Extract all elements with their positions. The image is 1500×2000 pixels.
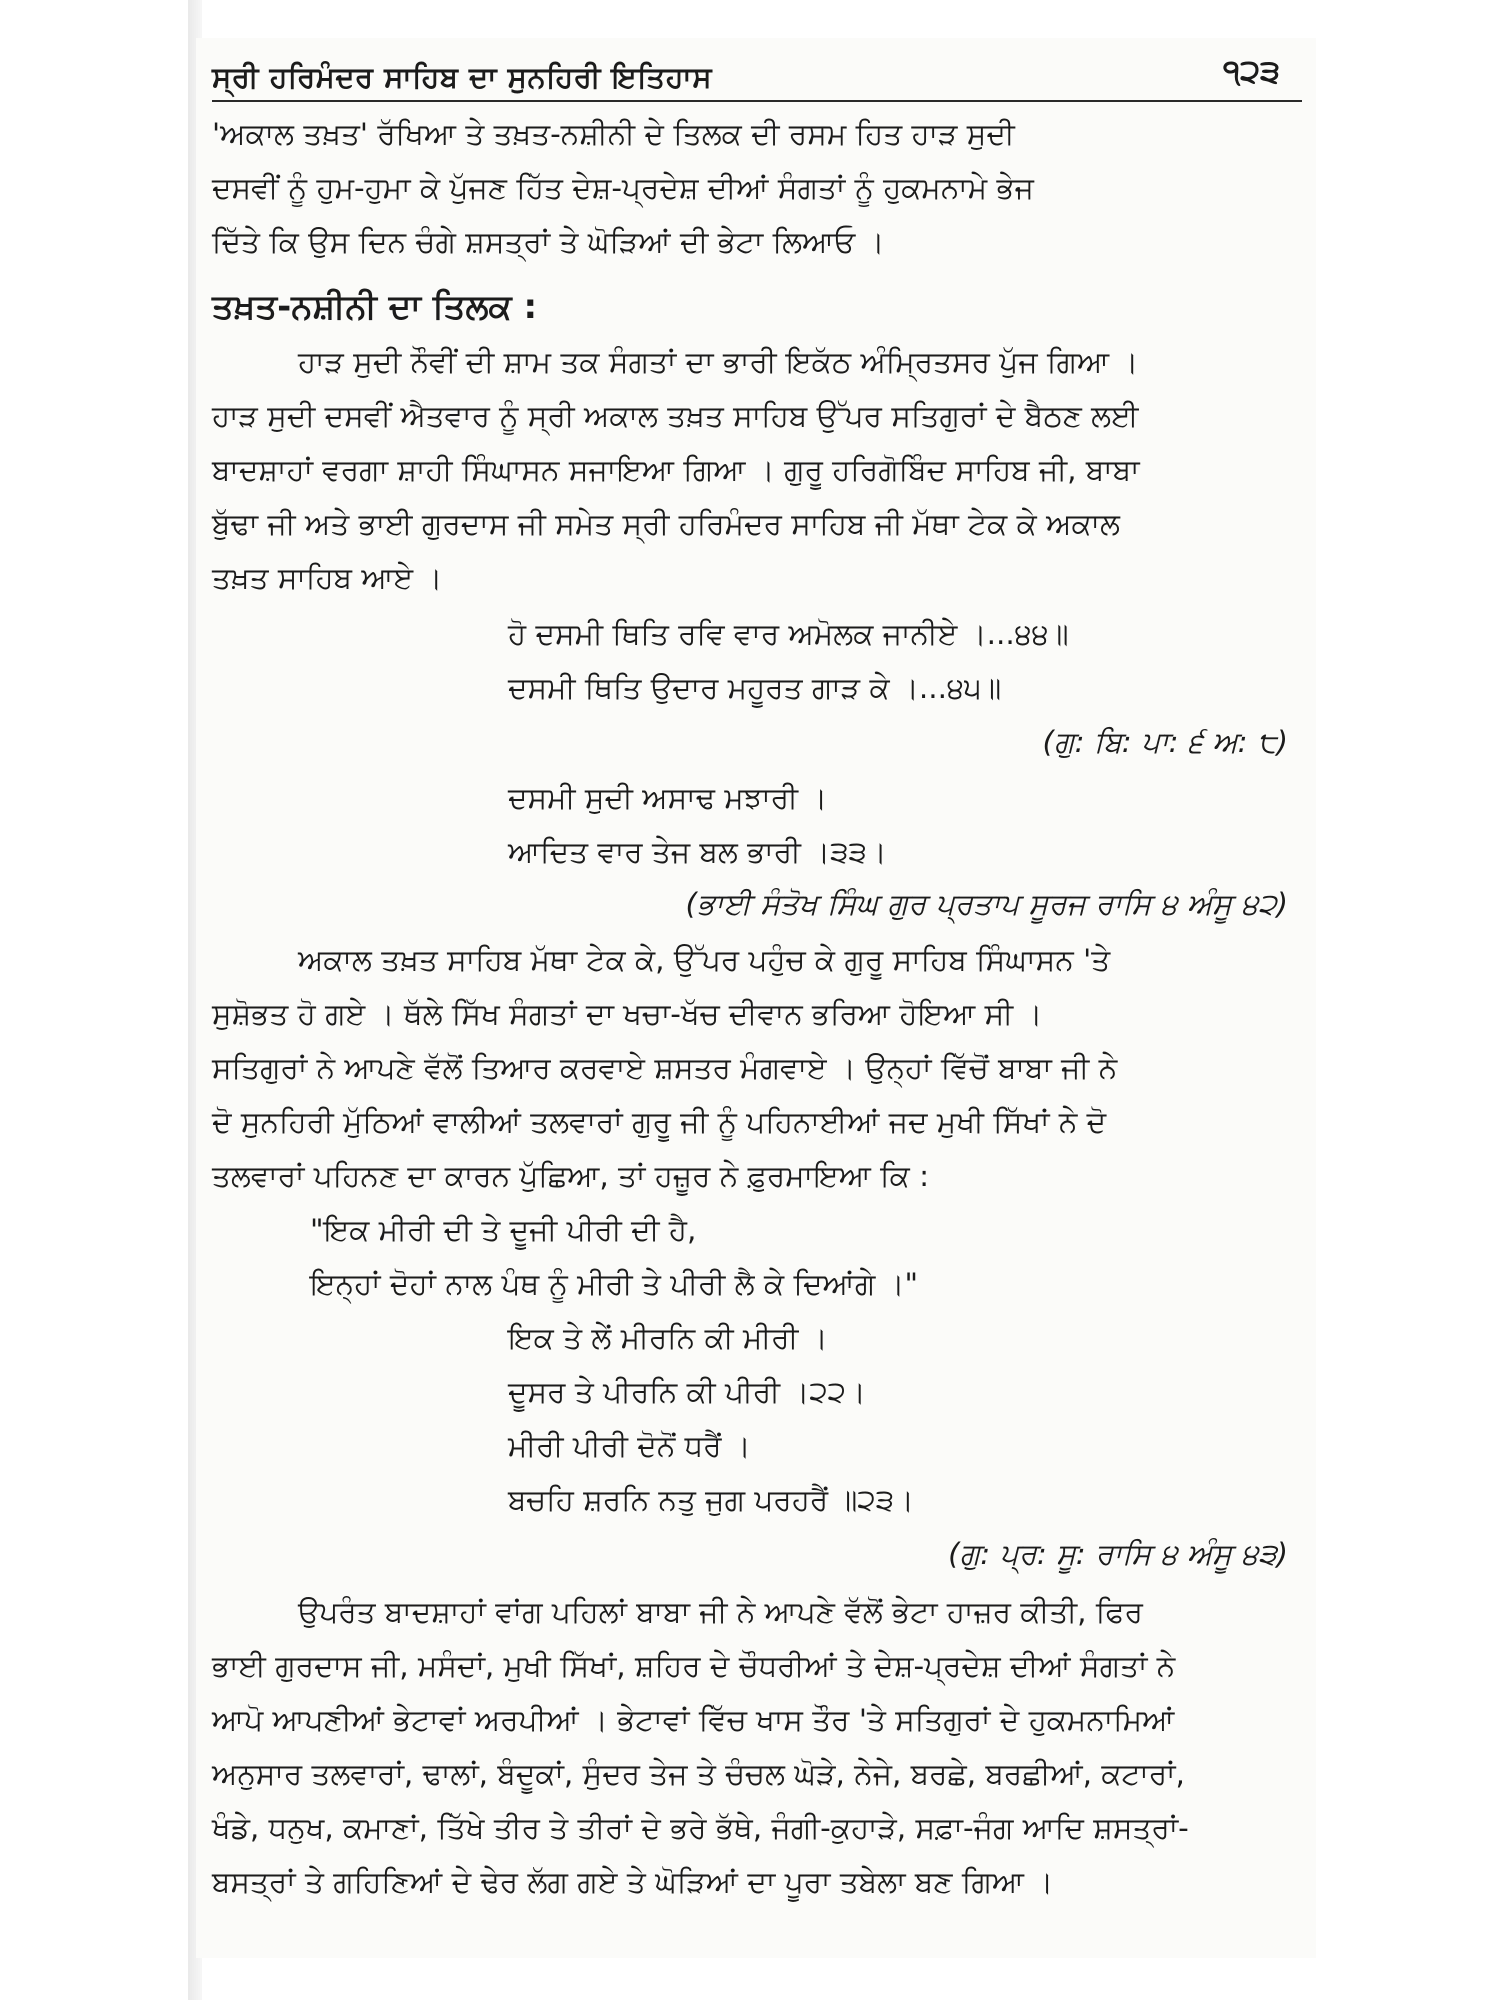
verse-line: ਹੋ ਦਸਮੀ ਥਿਤਿ ਰਵਿ ਵਾਰ ਅਮੋਲਕ ਜਾਨੀਏ ।...੪੪॥	[508, 617, 1069, 651]
verse-line: ਆਦਿਤ ਵਾਰ ਤੇਜ ਬਲ ਭਾਰੀ ।੩੩।	[508, 835, 887, 869]
paragraph-line: ਬੁੱਢਾ ਜੀ ਅਤੇ ਭਾਈ ਗੁਰਦਾਸ ਜੀ ਸਮੇਤ ਸ੍ਰੀ ਹਰਿਮੰਦਰ ਸਾਹਿਬ ਜੀ ਮੱਥਾ ਟੇਕ ਕੇ ਅਕਾਲ	[212, 507, 1120, 541]
paragraph-line: ਆਪੋ ਆਪਣੀਆਂ ਭੇਟਾਵਾਂ ਅਰਪੀਆਂ । ਭੇਟਾਵਾਂ ਵਿੱਚ ਖਾਸ ਤੌਰ 'ਤੇ ਸਤਿਗੁਰਾਂ ਦੇ ਹੁਕਮਨਾਮਿਆਂ	[212, 1703, 1175, 1737]
verse-line: ਦੂਸਰ ਤੇ ਪੀਰਨਿ ਕੀ ਪੀਰੀ ।੨੨।	[508, 1375, 866, 1409]
paragraph-line: ਉਪਰੰਤ ਬਾਦਸ਼ਾਹਾਂ ਵਾਂਗ ਪਹਿਲਾਂ ਬਾਬਾ ਜੀ ਨੇ ਆਪਣੇ ਵੱਲੋਂ ਭੇਟਾ ਹਾਜ਼ਰ ਕੀਤੀ, ਫਿਰ	[298, 1595, 1143, 1629]
paragraph-line: ਸਤਿਗੁਰਾਂ ਨੇ ਆਪਣੇ ਵੱਲੋਂ ਤਿਆਰ ਕਰਵਾਏ ਸ਼ਸਤਰ ਮੰਗਵਾਏ । ਉਨ੍ਹਾਂ ਵਿੱਚੋਂ ਬਾਬਾ ਜੀ ਨੇ	[212, 1051, 1118, 1085]
intro-line: ਦਸਵੀਂ ਨੂੰ ਹੁਮ-ਹੁਮਾ ਕੇ ਪੁੱਜਣ ਹਿੱਤ ਦੇਸ਼-ਪ੍ਰਦੇਸ਼ ਦੀਆਂ ਸੰਗਤਾਂ ਨੂੰ ਹੁਕਮਨਾਮੇ ਭੇਜ	[212, 171, 1034, 205]
citation: (ਭਾਈ ਸੰਤੋਖ ਸਿੰਘ ਗੁਰ ਪ੍ਰਤਾਪ ਸੂਰਜ ਰਾਸਿ ੪ ਅੰਸੂ ੪੨)	[685, 887, 1288, 921]
paragraph-line: ਖੰਡੇ, ਧਨੁਖ, ਕਮਾਣਾਂ, ਤਿੱਖੇ ਤੀਰ ਤੇ ਤੀਰਾਂ ਦੇ ਭਰੇ ਭੱਥੇ, ਜੰਗੀ-ਕੁਹਾੜੇ, ਸਫ਼ਾ-ਜੰਗ ਆਦਿ ਸ਼ਸਤ੍ਰਾਂ-	[212, 1811, 1189, 1845]
paragraph-line: ਹਾੜ ਸੁਦੀ ਨੌਵੀਂ ਦੀ ਸ਼ਾਮ ਤਕ ਸੰਗਤਾਂ ਦਾ ਭਾਰੀ ਇਕੱਠ ਅੰਮ੍ਰਿਤਸਰ ਪੁੱਜ ਗਿਆ ।	[298, 345, 1139, 379]
header-rule	[212, 100, 1302, 102]
verse-line: ਬਚਹਿ ਸ਼ਰਨਿ ਨਤੁ ਜੁਗ ਪਰਹਰੈਂ ॥੨੩।	[508, 1483, 914, 1517]
verse-line: ਮੀਰੀ ਪੀਰੀ ਦੋਨੋਂ ਧਰੈਂ ।	[508, 1429, 751, 1463]
citation: (ਗੁ: ਪ੍ਰ: ਸੂ: ਰਾਸਿ ੪ ਅੰਸੂ ੪੩)	[948, 1537, 1288, 1571]
section-heading: ਤਖ਼ਤ-ਨਸ਼ੀਨੀ ਦਾ ਤਿਲਕ :	[212, 287, 538, 327]
paragraph-line: ਅਕਾਲ ਤਖ਼ਤ ਸਾਹਿਬ ਮੱਥਾ ਟੇਕ ਕੇ, ਉੱਪਰ ਪਹੁੰਚ ਕੇ ਗੁਰੂ ਸਾਹਿਬ ਸਿੰਘਾਸਨ 'ਤੇ	[298, 943, 1111, 977]
verse-line: ਦਸਮੀ ਥਿਤਿ ਉਦਾਰ ਮਹੂਰਤ ਗਾੜ ਕੇ ।...੪੫॥	[508, 671, 1002, 705]
paragraph-line: ਦੋ ਸੁਨਹਿਰੀ ਮੁੱਠਿਆਂ ਵਾਲੀਆਂ ਤਲਵਾਰਾਂ ਗੁਰੂ ਜੀ ਨੂੰ ਪਹਿਨਾਈਆਂ ਜਦ ਮੁਖੀ ਸਿੱਖਾਂ ਨੇ ਦੋ	[212, 1105, 1107, 1139]
intro-line: 'ਅਕਾਲ ਤਖ਼ਤ' ਰੱਖਿਆ ਤੇ ਤਖ਼ਤ-ਨਸ਼ੀਨੀ ਦੇ ਤਿਲਕ ਦੀ ਰਸਮ ਹਿਤ ਹਾੜ ਸੁਦੀ	[212, 117, 1015, 151]
verse-line: ਦਸਮੀ ਸੁਦੀ ਅਸਾਢ ਮਝਾਰੀ ।	[508, 781, 828, 815]
intro-line: ਦਿੱਤੇ ਕਿ ਉਸ ਦਿਨ ਚੰਗੇ ਸ਼ਸਤ੍ਰਾਂ ਤੇ ਘੋੜਿਆਂ ਦੀ ਭੇਟਾ ਲਿਆਓ ।	[212, 225, 885, 259]
paragraph-line: ਅਨੁਸਾਰ ਤਲਵਾਰਾਂ, ਢਾਲਾਂ, ਬੰਦੂਕਾਂ, ਸੁੰਦਰ ਤੇਜ ਤੇ ਚੰਚਲ ਘੋੜੇ, ਨੇਜੇ, ਬਰਛੇ, ਬਰਛੀਆਂ, ਕਟਾਰਾਂ,	[212, 1757, 1185, 1791]
quote-line: ਇਨ੍ਹਾਂ ਦੋਹਾਂ ਨਾਲ ਪੰਥ ਨੂੰ ਮੀਰੀ ਤੇ ਪੀਰੀ ਲੈ ਕੇ ਦਿਆਂਗੇ ।"	[310, 1267, 919, 1301]
running-header-title: ਸ੍ਰੀ ਹਰਿਮੰਦਰ ਸਾਹਿਬ ਦਾ ਸੁਨਹਿਰੀ ਇਤਿਹਾਸ	[212, 60, 713, 94]
paragraph-line: ਸੁਸ਼ੋਭਤ ਹੋ ਗਏ । ਥੱਲੇ ਸਿੱਖ ਸੰਗਤਾਂ ਦਾ ਖਚਾ-ਖੱਚ ਦੀਵਾਨ ਭਰਿਆ ਹੋਇਆ ਸੀ ।	[212, 997, 1043, 1031]
page-number: ੧੨੩	[1222, 52, 1280, 90]
verse-line: ਇਕ ਤੇ ਲੇਂ ਮੀਰਨਿ ਕੀ ਮੀਰੀ ।	[508, 1321, 828, 1355]
paragraph-line: ਹਾੜ ਸੁਦੀ ਦਸਵੀਂ ਐਤਵਾਰ ਨੂੰ ਸ੍ਰੀ ਅਕਾਲ ਤਖ਼ਤ ਸਾਹਿਬ ਉੱਪਰ ਸਤਿਗੁਰਾਂ ਦੇ ਬੈਠਣ ਲਈ	[212, 399, 1139, 433]
paragraph-line: ਤਖ਼ਤ ਸਾਹਿਬ ਆਏ ।	[212, 561, 443, 595]
quote-line: "ਇਕ ਮੀਰੀ ਦੀ ਤੇ ਦੂਜੀ ਪੀਰੀ ਦੀ ਹੈ,	[310, 1213, 697, 1247]
paragraph-line: ਬਸਤ੍ਰਾਂ ਤੇ ਗਹਿਣਿਆਂ ਦੇ ਢੇਰ ਲੱਗ ਗਏ ਤੇ ਘੋੜਿਆਂ ਦਾ ਪੂਰਾ ਤਬੇਲਾ ਬਣ ਗਿਆ ।	[212, 1865, 1054, 1899]
paragraph-line: ਬਾਦਸ਼ਾਹਾਂ ਵਰਗਾ ਸ਼ਾਹੀ ਸਿੰਘਾਸਨ ਸਜਾਇਆ ਗਿਆ । ਗੁਰੂ ਹਰਿਗੋਬਿੰਦ ਸਾਹਿਬ ਜੀ, ਬਾਬਾ	[212, 453, 1140, 487]
paragraph-line: ਤਲਵਾਰਾਂ ਪਹਿਨਣ ਦਾ ਕਾਰਨ ਪੁੱਛਿਆ, ਤਾਂ ਹਜ਼ੂਰ ਨੇ ਫ਼ੁਰਮਾਇਆ ਕਿ :	[212, 1159, 930, 1193]
citation: (ਗੁ: ਬਿ: ਪਾ: ੬ ਅ: ੮)	[1042, 725, 1288, 759]
paragraph-line: ਭਾਈ ਗੁਰਦਾਸ ਜੀ, ਮਸੰਦਾਂ, ਮੁਖੀ ਸਿੱਖਾਂ, ਸ਼ਹਿਰ ਦੇ ਚੌਧਰੀਆਂ ਤੇ ਦੇਸ਼-ਪ੍ਰਦੇਸ਼ ਦੀਆਂ ਸੰਗਤਾਂ ਨੇ	[212, 1649, 1176, 1683]
